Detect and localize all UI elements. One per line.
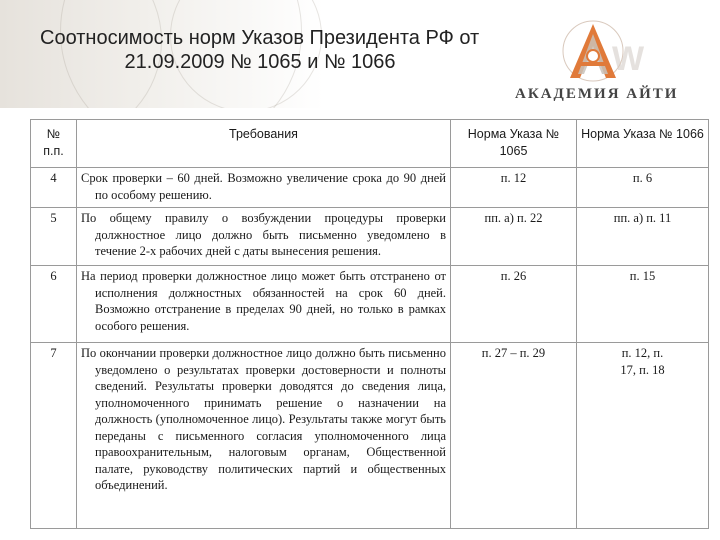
requirement-text: На период проверки должностное лицо может быть отстранено от исполнения должностных обязанностей на срок 60 дней. Возможно отстранение в пределах 90 дней, но только в рамках особого решения. — [81, 269, 446, 333]
slide-title — [40, 26, 480, 74]
row-norm-1065: п. 26 — [451, 266, 577, 343]
table-row — [31, 266, 709, 343]
header-norm-1065: Норма Указа № 1065 — [451, 120, 577, 168]
row-norm-1065: пп. а) п. 22 — [451, 208, 577, 266]
row-norm-1066: п. 15 — [577, 266, 709, 343]
table-row — [31, 168, 709, 208]
row-requirement — [77, 168, 451, 208]
row-requirement — [77, 208, 451, 266]
row-norm-1065: п. 27 – п. 29 — [451, 343, 577, 529]
table-header-row — [31, 120, 709, 168]
row-requirement — [77, 266, 451, 343]
row-norm-1066: п. 12, п. 17, п. 18 — [577, 343, 709, 529]
row-num: 4 — [31, 168, 77, 208]
row-num: 5 — [31, 208, 77, 266]
requirement-text: По общему правилу о возбуждении процедуры проверки должностное лицо должно быть письменно уведомлено в течение 2-х рабочих дней с даты вынесения решения. — [81, 211, 446, 258]
row-num: 7 — [31, 343, 77, 529]
requirement-text: Срок проверки – 60 дней. Возможно увеличение срока до 90 дней по особому решению. — [81, 171, 446, 202]
header-requirements: Требования — [77, 120, 451, 168]
norms-table — [30, 119, 709, 529]
title-line-1: Соотносимость норм Указов Президента РФ от — [40, 27, 480, 49]
row-norm-1066: пп. а) п. 11 — [577, 208, 709, 266]
table-row — [31, 208, 709, 266]
row-requirement — [77, 343, 451, 529]
row-num: 6 — [31, 266, 77, 343]
brand-name: АКАДЕМИЯ АЙТИ — [515, 86, 679, 102]
row-norm-1066: п. 6 — [577, 168, 709, 208]
table-row — [31, 343, 709, 529]
logo-watermark: W — [612, 40, 647, 78]
academy-logo-icon — [558, 18, 628, 84]
header-num: № п.п. — [31, 120, 77, 168]
requirement-text: По окончании проверки должностное лицо должно быть письменно уведомлено о результатах проверки достоверности и полноты сведений. Результаты проверки доводятся до сведения лица, уполномоченного принимать решение о назначении на должность (уполномоченное лицо). Результаты также могут быть переданы с письменного согласия уполномоченного лица правоохранительным, налоговым органам, Общественной палате, руководству политических партий и общественных объединений. — [81, 346, 446, 492]
title-line-2: 21.09.2009 № 1065 и № 1066 — [124, 51, 396, 73]
header-norm-1066: Норма Указа № 1066 — [577, 120, 709, 168]
row-norm-1065: п. 12 — [451, 168, 577, 208]
